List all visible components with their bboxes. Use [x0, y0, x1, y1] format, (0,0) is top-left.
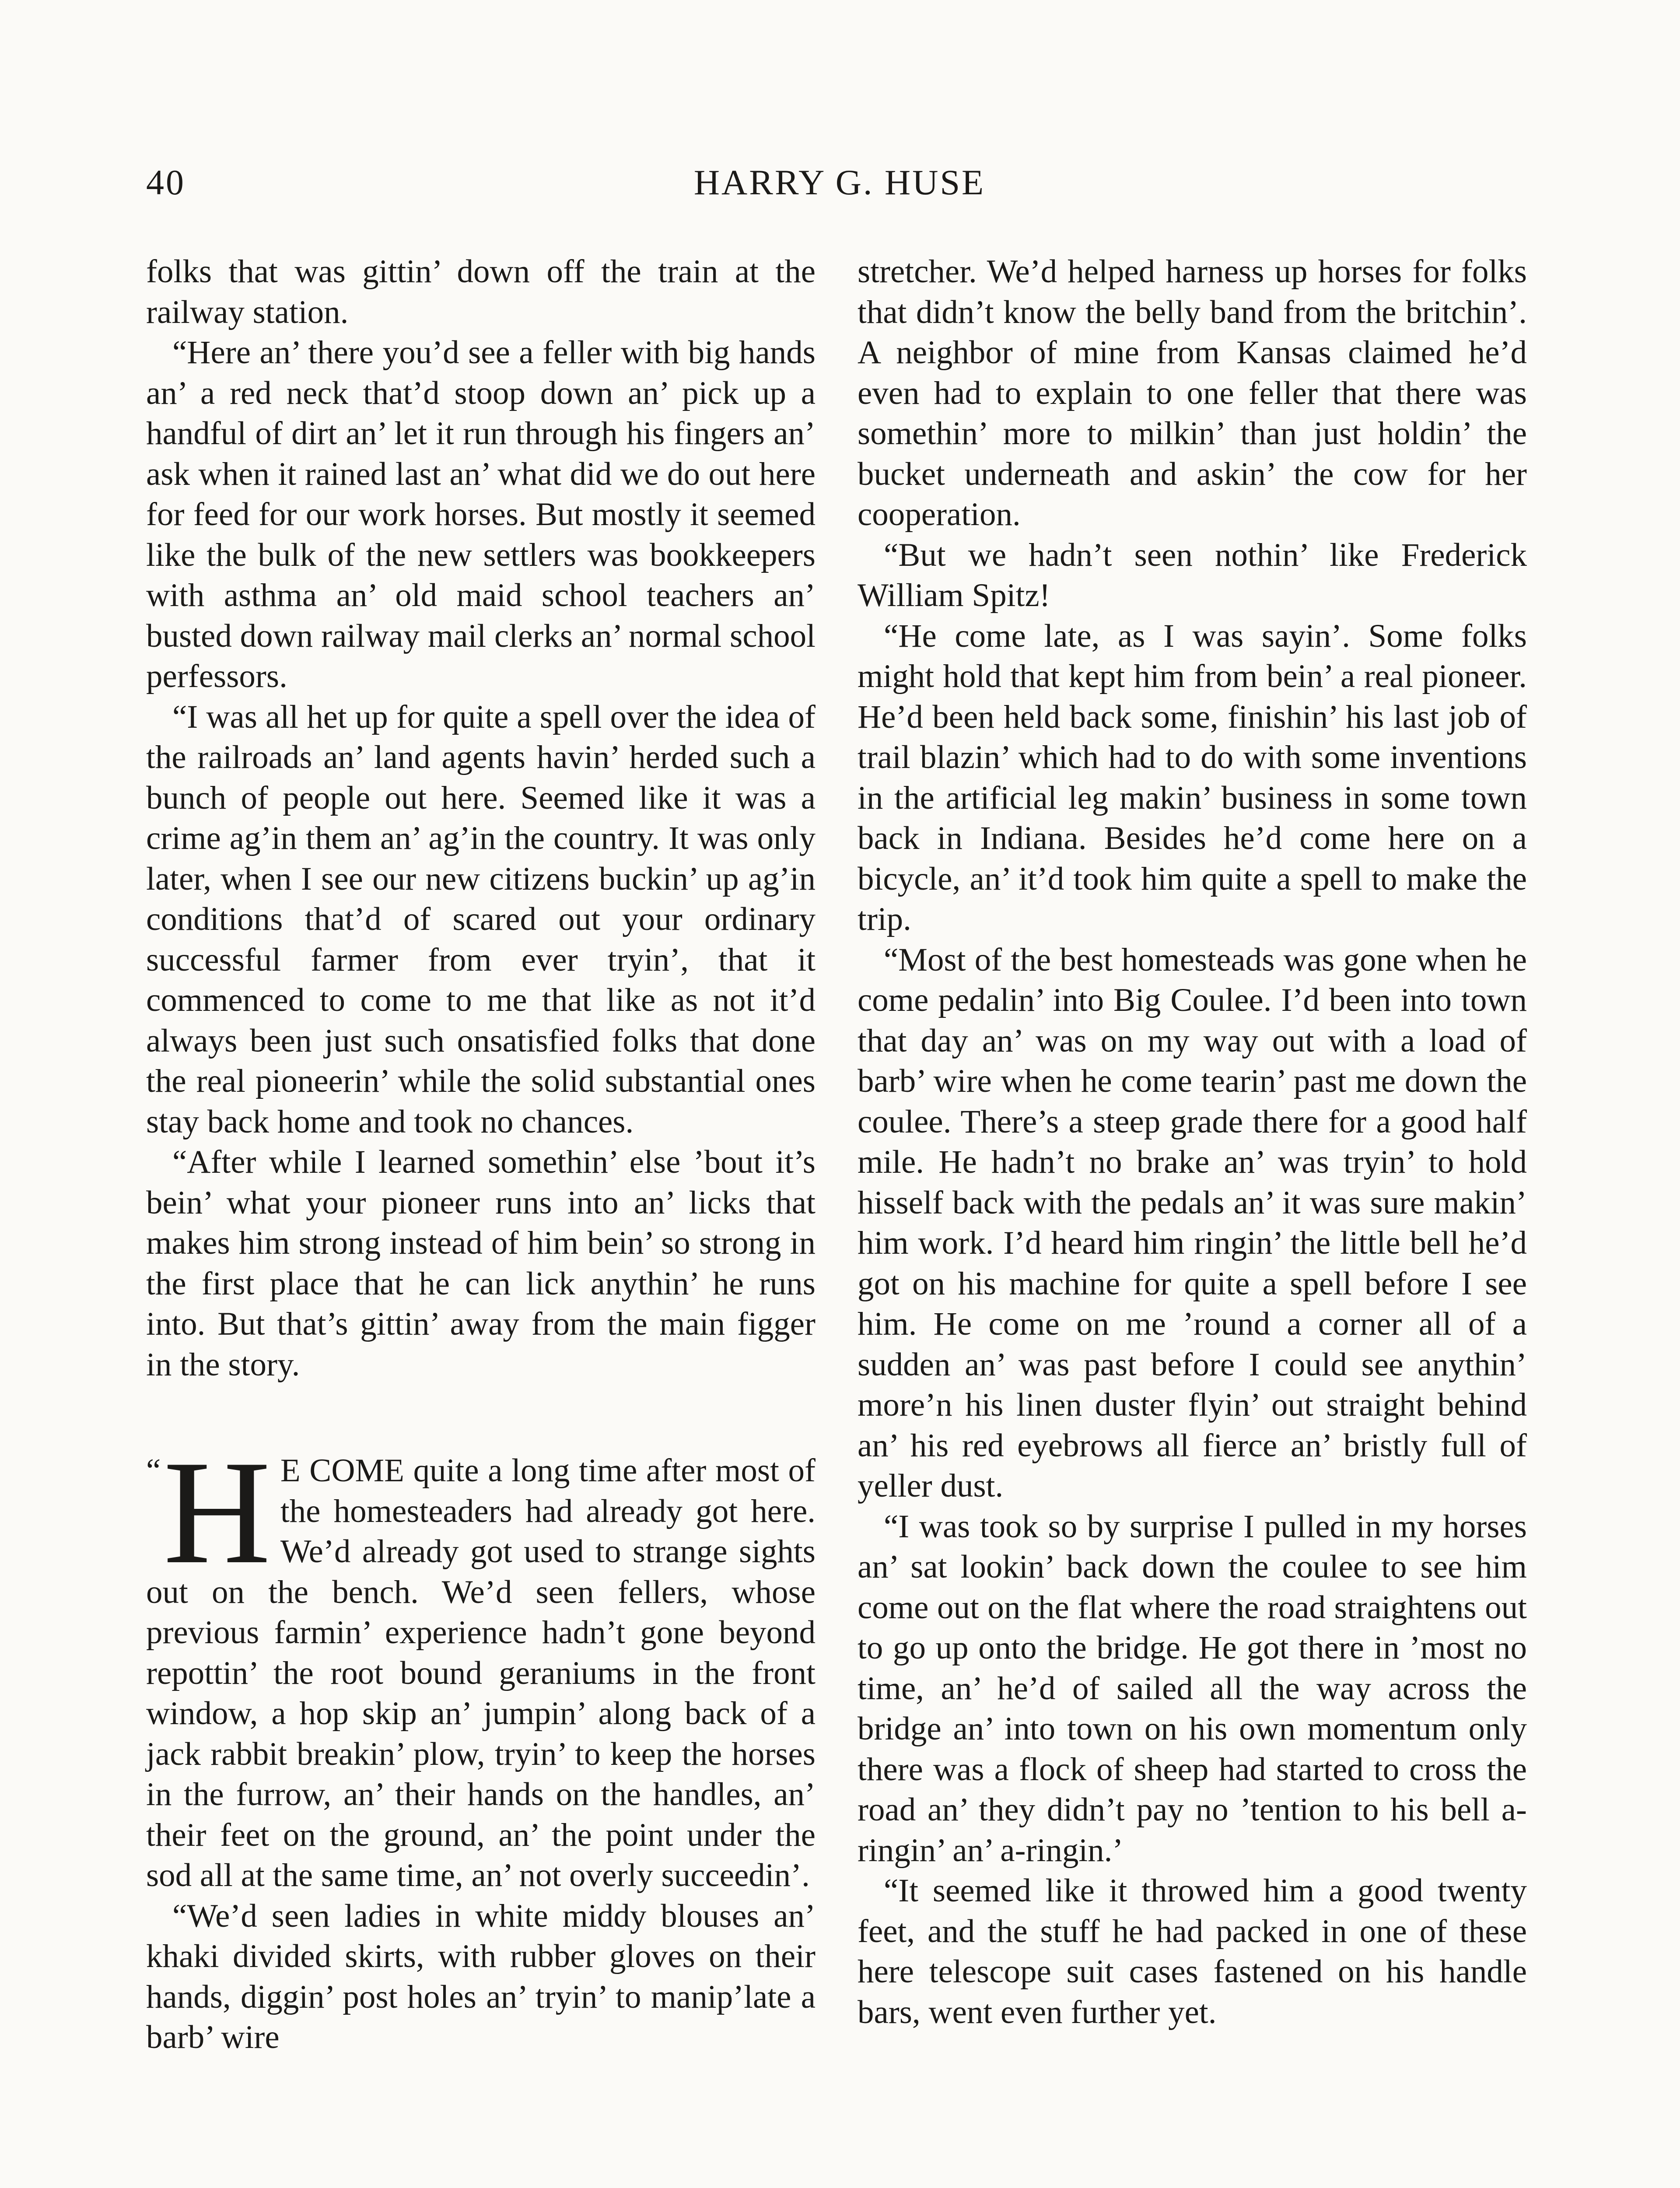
paragraph: “It seemed like it throwed him a good twenty feet, and the stuff he had packed in one of these here telescope suit cases fastened on his handle bars, went even further yet. — [858, 1872, 1527, 2030]
paragraph: “I was all het up for quite a spell over the idea of the railroads an’ land agents havin’ herded such a bunch of people out here. Seemed like it was a crime ag’in them an’ ag’in the country. It was only later, when I see our new citizens buckin’ up ag’in conditions that’d of scared out your ordinary successful farmer from ever tryin’, that it commenced to come to me that like as not it’d always been just such onsatisfied folks that done the real pioneerin’ while the solid substantial ones stay back home and took no chances. — [146, 698, 816, 1140]
opening-quote-mark: “ — [146, 1452, 161, 1489]
paragraph: “We’d seen ladies in white middy blouses an’ khaki divided skirts, with rubber gloves on their hands, diggin’ post holes an’ tryin’ to manip’late a barb’ wire — [146, 1897, 816, 2055]
paragraph: folks that was gittin’ down off the train at the railway station. — [146, 253, 816, 330]
lead-in-text: quite a long time after most of the homesteaders had already got here. We’d already got used to strange sights out on the bench. We’d seen fellers, whose previous farmin’ experience hadn’t gone beyond repottin’ the root bound geraniums in the front window, a hop skip an’ jumpin’ along back of a jack rabbit breakin’ plow, tryin’ to keep the horses in the furrow, an’ their hands on the handles, an’ their feet on the ground, an’ the point under the sod all at the same time, an’ not overly succeedin’. — [146, 1452, 816, 1893]
right-column — [858, 252, 1527, 2033]
lead-in-caps: E COME — [280, 1452, 404, 1489]
paragraph: “I was took so by surprise I pulled in my horses an’ sat lookin’ back down the coulee to see him come out on the flat where the road straightens out to go up onto the bridge. He got there in ’most no time, an’ he’d of sailed all the way across the bridge an’ into town on his own momentum only there was a flock of sheep had started to cross the road an’ they didn’t pay no ’tention to his bell a-ringin’ an’ a-ringin.’ — [858, 1508, 1527, 1869]
page-number: 40 — [146, 162, 186, 202]
running-head: HARRY G. HUSE — [693, 162, 986, 202]
left-column — [146, 252, 816, 2058]
paragraph: “He come late, as I was sayin’. Some folks might hold that kept him from bein’ a real pioneer. He’d been held back some, finishin’ his last job of trail blazin’ which had to do with some inventions in the artificial leg makin’ business in some town back in Indiana. Besides he’d come here on a bicycle, an’ it’d took him quite a spell to make the trip. — [858, 617, 1527, 937]
paragraph: stretcher. We’d helped harness up horses for folks that didn’t know the belly band from the britchin’. A neighbor of mine from Kansas claimed he’d even had to explain to one feller that there was somethin’ more to milkin’ than just holdin’ the bucket underneath and askin’ the cow for her cooperation. — [858, 253, 1527, 533]
page-header — [146, 162, 1533, 210]
paragraph: “Here an’ there you’d see a feller with big hands an’ a red neck that’d stoop down an’ pick up a handful of dirt an’ let it run through his fingers an’ ask when it rained last an’ what did we do out here for feed for our work horses. But mostly it seemed like the bulk of the new settlers was bookkeepers with asthma an’ old maid school teachers an’ busted down railway mail clerks an’ normal school perfessors. — [146, 334, 816, 694]
drop-cap: H — [163, 1430, 271, 1595]
section-opening-paragraph — [146, 1430, 816, 1896]
paragraph: “But we hadn’t seen nothin’ like Frederick William Spitz! — [858, 536, 1527, 614]
paragraph: “Most of the best homesteads was gone when he come pedalin’ into Big Coulee. I’d been into town that day an’ was on my way out with a load of barb’ wire when he come tearin’ past me down the coulee. There’s a steep grade there for a good half mile. He hadn’t no brake an’ was tryin’ to hold hisself back with the pedals an’ it was sure makin’ him work. I’d heard him ringin’ the little bell he’d got on his machine for quite a spell before I see him. He come on me ’round a corner all of a sudden an’ was past before I could see anythin’ more’n his linen duster flyin’ out straight behind an’ his red eyebrows all fierce an’ bristly full of yeller dust. — [858, 941, 1527, 1504]
paragraph: “After while I learned somethin’ else ’bout it’s bein’ what your pioneer runs into an’ licks that makes him strong instead of him bein’ so strong in the first place that he can lick anythin’ he runs into. But that’s gittin’ away from the main figger in the story. — [146, 1144, 816, 1383]
